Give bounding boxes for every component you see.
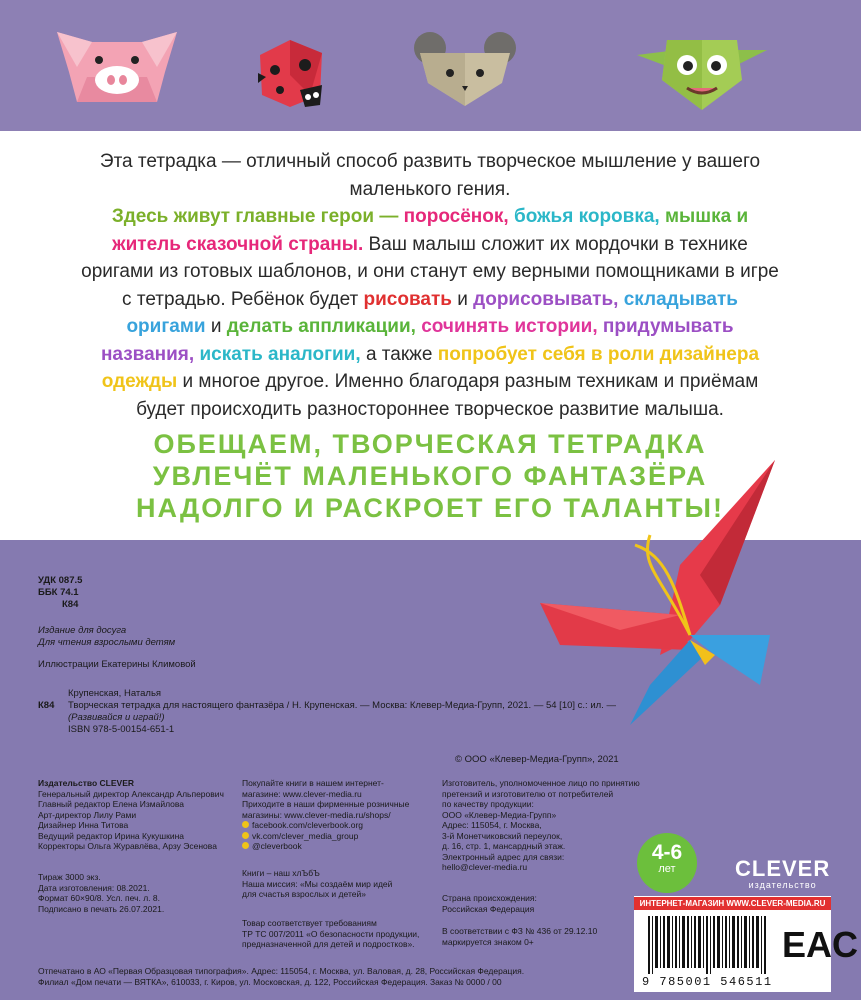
country-line: Российская Федерация (442, 903, 535, 914)
maker-line: претензий и изготовителю от потребителей (442, 788, 614, 799)
law-line: маркируется знаком 0+ (442, 936, 534, 947)
illustrations: Иллюстрации Екатерины Климовой (38, 659, 196, 670)
maker-line: Электронный адрес для связи: (442, 851, 565, 862)
mission-line: Книги – наш хлЪбЪ (242, 868, 320, 878)
highlight-resident: житель сказочной страны. (112, 233, 364, 255)
k84-code: К84 (62, 599, 79, 610)
catalog-description: Творческая тетрадка для настоящего фантазёра / Н. Крупенская. — Москва: Клевер-Медиа-Групп, 2021. — 54 [10] с.: ил. — (68, 700, 616, 711)
print-line: Подписано в печать 26.07.2021. (38, 903, 165, 914)
print-info (38, 872, 164, 914)
intro-body: Ваш малыш сложит их мордочки в технике оригами из готовых шаблонов, и они станут ему верными помощниками в игре с тетрадью. Ребёнок будет (81, 233, 779, 310)
social-link[interactable]: facebook.com/cleverbook.org (252, 820, 364, 830)
and-word: и (210, 316, 222, 337)
eac-mark: EAC (782, 924, 859, 965)
country (442, 893, 537, 914)
highlight-draw: рисовать (363, 288, 452, 310)
maker-line: Изготовитель, уполномоченное лицо по принятию (442, 778, 640, 788)
print-line: Формат 60×90/8. Усл. печ. л. 8. (38, 893, 160, 903)
age-unit: лет (658, 863, 676, 875)
publisher-staff (38, 778, 224, 852)
maker-email[interactable]: hello@clever-media.ru (442, 862, 528, 872)
highlight-pig: поросёнок, (403, 206, 509, 227)
footer-line: Филиал «Дом печати — ВЯТКА», 610033, г. Киров, ул. Московская, д. 122, Российская Федерация. Заказ № 0000 / 00 (38, 977, 502, 987)
shops-line: Приходите в наши фирменные розничные (242, 799, 410, 809)
edition-info (38, 625, 175, 649)
mission-line: для счастья взрослых и детей» (242, 889, 366, 899)
staff-line: Генеральный директор Александр Альперович (38, 788, 224, 799)
shops-line: магазине: www.clever-media.ru (242, 788, 362, 799)
author: Крупенская, Наталья (68, 688, 162, 699)
highlight-fold: складывать оригами (126, 288, 738, 337)
isbn: ISBN 978-5-00154-651-1 (68, 724, 175, 735)
staff-line: Ведущий редактор Ирина Кукушкина (38, 830, 184, 841)
barcode-digits: 9 785001 546511 (642, 975, 773, 989)
compliance-line: ТР ТС 007/2011 «О безопасности продукции, (242, 928, 420, 939)
printing-house (38, 966, 524, 988)
slogan: ОБЕЩАЕМ, ТВОРЧЕСКАЯ ТЕТРАДКА УВЛЕЧЁТ МАЛЕНЬКОГО ФАНТАЗЁРА НАДОЛГО И РАСКРОЕТ ЕГО ТАЛАНТЫ! (136, 429, 724, 523)
series: (Развивайся и играй!) (68, 712, 165, 723)
shops-line: магазины: www.clever-media.ru/shops/ (242, 809, 391, 820)
highlight-designer: попробует себя в роли дизайнера одежды (101, 343, 760, 392)
udk-block (38, 575, 82, 611)
age-badge (637, 833, 697, 893)
compliance-line: предназначенной для детей и подростков». (242, 939, 415, 949)
maker-line: Адрес: 115054, г. Москва, (442, 820, 542, 830)
highlight-applique: делать аппликации, (226, 316, 416, 337)
staff-line: Главный редактор Елена Измайлова (38, 799, 185, 809)
highlight-heroes: Здесь живут главные герои — (111, 206, 399, 227)
maker-line: ООО «Клевер-Медиа-Групп» (442, 809, 557, 820)
catalog-entry (68, 688, 628, 736)
highlight-ladybug: божья коровка, (513, 206, 660, 227)
and-word: и (457, 288, 468, 310)
age-law (442, 926, 597, 947)
k84-label-text: К84 (38, 700, 55, 711)
maker-line: 3-й Монетчиковский переулок, (442, 830, 563, 841)
manufacturer-info (442, 778, 640, 873)
pig-origami-icon (47, 22, 187, 112)
staff-line: Дизайнер Инна Титова (38, 820, 129, 830)
logo-main: CLEVER (735, 856, 831, 881)
vk-icon (242, 832, 249, 839)
highlight-mouse: мышка (664, 206, 732, 227)
compliance (242, 918, 419, 950)
shops-info (242, 778, 432, 852)
highlight-analogies: искать аналогии, (199, 343, 361, 365)
compliance-line: Товар соответствует требованиям (242, 918, 377, 928)
edition-line: Для чтения взрослыми детям (38, 637, 176, 648)
maker-line: д. 16, стр. 1, мансардный этаж. (442, 841, 566, 851)
and-word: и (736, 206, 749, 227)
instagram-icon (242, 842, 249, 849)
bbk: ББК 74.1 (38, 587, 79, 598)
shop-banner: ИНТЕРНЕТ-МАГАЗИН WWW.CLEVER-MEDIA.RU (634, 897, 831, 910)
law-line: В соответствии с ФЗ № 436 от 29.12.10 (442, 926, 598, 936)
goblin-origami-icon (632, 30, 772, 115)
mouse-origami-icon (410, 28, 520, 108)
highlight-redraw: дорисовывать, (473, 288, 619, 310)
print-line: Тираж 3000 экз. (38, 872, 101, 882)
highlight-names: придумывать названия, (100, 316, 734, 365)
intro-text (80, 148, 780, 423)
mission (242, 868, 392, 900)
logo-sub: издательство (748, 880, 817, 890)
also-word: а также (365, 343, 433, 365)
intro-body-end: и многое другое. Именно благодаря разным техникам и приёмам будет происходить разностороннее творческое развитие малыша. (136, 371, 759, 420)
copyright: © ООО «Клевер-Медиа-Групп», 2021 (455, 754, 619, 765)
k84-label (38, 700, 54, 712)
maker-line: по качеству продукции: (442, 799, 534, 809)
edition-line: Издание для досуга (38, 625, 127, 636)
footer-line: Отпечатано в АО «Первая Образцовая типография». Адрес: 115054, г. Москва, ул. Валовая, д. 28, Российская Федерация. (38, 966, 525, 976)
publisher-title: Издательство CLEVER (38, 778, 135, 788)
facebook-icon (242, 821, 249, 828)
staff-line: Корректоры Ольга Журавлёва, Арзу Эсенова (38, 841, 217, 851)
country-line: Страна происхождения: (442, 893, 537, 903)
barcode-icon (648, 916, 768, 974)
social-link[interactable]: vk.com/clever_media_group (252, 830, 359, 841)
mission-line: Наша миссия: «Мы создаём мир идей (242, 878, 393, 889)
barcode-panel (634, 896, 859, 992)
clever-logo (735, 858, 830, 890)
intro-line: Эта тетрадка — отличный способ развить творческое мышление у вашего маленького гения. (99, 151, 761, 200)
staff-line: Арт-директор Лилу Рами (38, 809, 137, 820)
highlight-stories: сочинять истории, (421, 316, 598, 337)
shops-line: Покупайте книги в нашем интернет- (242, 778, 384, 788)
print-line: Дата изготовления: 08.2021. (38, 882, 150, 893)
ladybug-origami-icon (250, 35, 330, 110)
udk: УДК 087.5 (38, 575, 83, 586)
social-link[interactable]: @cleverbook (252, 841, 302, 851)
age-range: 4-6 (651, 841, 683, 864)
